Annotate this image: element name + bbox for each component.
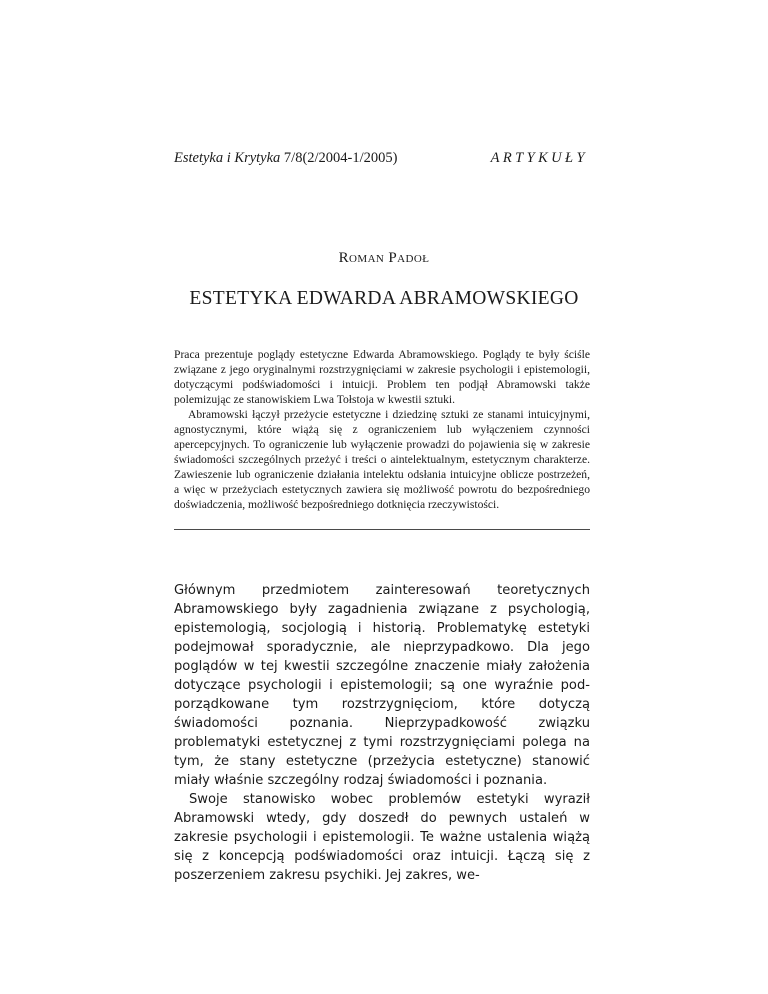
abstract-paragraph: Abramowski łączył przeżycie estetyczne i dziedzinę sztuki ze stanami intuicyjnymi, agnostycznymi, które wiążą się z ograniczeniem lub wyłączeniem czynności apercepcyjnych. To ograniczenie lub wyłączenie prowadzi do pojawienia się w zakresie świadomości szczególnych przeżyć i treści o aintelektualnym, estetycznym charakterze. Zawieszenie lub ograniczenie działania intelektu odsłania intuicyjne oblicze postrzeżeń, a więc w przeżyciach estetycznych zawiera się możliwość powrotu do bezpośredniego doświadczenia, możliwość bezpośredniego dotknięcia rzeczywistości. xyxy=(174,408,590,511)
journal-title: Estetyka i Krytyka xyxy=(174,150,281,166)
article-author: Roman Padoł xyxy=(338,250,430,266)
body-paragraph: Swoje stanowisko wobec problemów estetyki wyraził Abramowski wtedy, gdy doszedł do pewnych ustaleń w zakresie psychologii i epistemologii. Te ważne ustalenia wiążą się z koncepcją podświadomości oraz intuicji. Łączą się z poszerzeniem zakresu psychiki. Jej zakres, we- xyxy=(174,792,590,883)
body-paragraph: Głównym przedmiotem zainteresowań teoretycznych Abramowskiego były zagadnienia związane z psychologią, epistemologią, socjologią i historią. Problematykę estetyki podejmował sporadycznie, ale nieprzypadkowo. Dla jego poglądów w tej kwestii szczególne znaczenie miały założenia dotyczące psychologii i epistemologii; są one wyraźnie podporządkowane tym rozstrzygnięciom, które dotyczą świadomości poznania. Nieprzypadkowość związku problematyki estetycznej z tymi rozstrzygnięciami polega na tym, że stany estetyczne (przeżycia estetyczne) stanowić miały właśnie szczególny rodzaj świadomości i poznania. xyxy=(174,583,590,788)
abstract-paragraph: Praca prezentuje poglądy estetyczne Edwarda Abramowskiego. Poglądy te były ściśle związane z jego oryginalnymi rozstrzygnięciami w zakresie psychologii i epistemologii, dotyczącymi podświadomości i intuicji. Problem ten podjął Abramowski także polemizując ze stanowiskiem Lwa Tołstoja w kwestii sztuki. xyxy=(174,348,590,406)
abstract xyxy=(174,347,590,512)
article-title: ESTETYKA EDWARDA ABRAMOWSKIEGO xyxy=(189,288,579,309)
journal-issue: 7/8(2/2004-1/2005) xyxy=(283,150,398,166)
section-divider xyxy=(174,529,590,530)
article-body xyxy=(174,581,590,885)
section-label: ARTYKUŁY xyxy=(490,150,588,166)
journal-citation xyxy=(174,149,398,167)
